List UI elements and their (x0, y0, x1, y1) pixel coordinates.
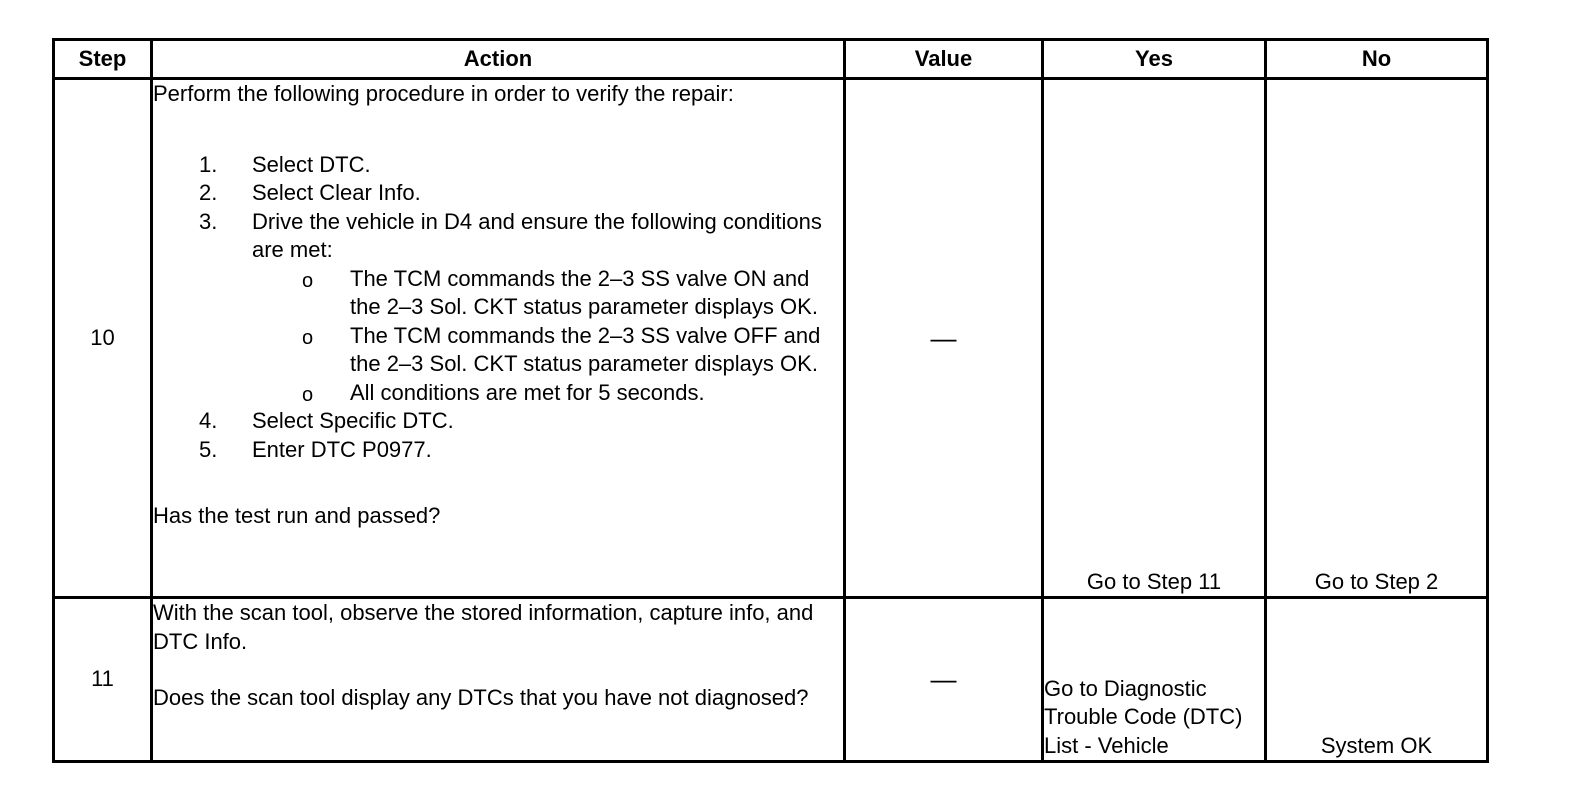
value-cell: — (845, 79, 1043, 598)
header-action: Action (152, 40, 845, 79)
list-item (199, 151, 843, 180)
no-cell: Go to Step 2 (1266, 79, 1488, 598)
list-item-text: Select Specific DTC. (252, 408, 454, 433)
yes-cell: Go to Step 11 (1043, 79, 1266, 598)
step-number: 11 (54, 598, 152, 762)
sub-list-item-text: The TCM commands the 2–3 SS valve ON and the 2–3 Sol. CKT status parameter displays OK. (350, 265, 818, 319)
list-item (199, 179, 843, 208)
no-cell: System OK (1266, 598, 1488, 762)
action-cell (152, 598, 845, 762)
list-item-text: Enter DTC P0977. (252, 436, 432, 462)
bullet-icon: o (302, 269, 314, 292)
list-item-number: 2. (199, 180, 218, 205)
sub-list-item (300, 379, 843, 408)
list-item (199, 407, 843, 436)
table-row (54, 598, 1488, 762)
action-question: Has the test run and passed? (153, 503, 441, 528)
sub-list-item (300, 265, 843, 322)
table-row (54, 79, 1488, 598)
step-number: 10 (54, 79, 152, 598)
sub-list-item (300, 322, 843, 379)
value-cell: — (845, 598, 1043, 762)
list-item-number: 3. (199, 208, 218, 234)
list-item-number: 1. (199, 151, 218, 177)
sub-list-item-text: The TCM commands the 2–3 SS valve OFF and the 2–3 Sol. CKT status parameter displays OK. (350, 322, 821, 376)
header-yes: Yes (1043, 40, 1266, 79)
list-item (199, 208, 843, 408)
header-row (54, 40, 1488, 79)
list-item-number: 5. (199, 436, 218, 462)
list-item-number: 4. (199, 408, 218, 433)
list-item-text: Select Clear Info. (252, 180, 421, 205)
bullet-icon: o (302, 326, 314, 349)
header-step: Step (54, 40, 152, 79)
yes-cell: Go to Diagnostic Trouble Code (DTC) List - Vehicle (1043, 598, 1266, 762)
bullet-icon: o (302, 383, 314, 406)
list-item-text: Select DTC. (252, 151, 371, 177)
header-value: Value (845, 40, 1043, 79)
action-intro: With the scan tool, observe the stored information, capture info, and DTC Info. (153, 600, 814, 654)
procedure-list (153, 151, 843, 465)
action-cell (152, 79, 845, 598)
list-item (199, 436, 843, 465)
diagnostic-table (52, 38, 1489, 763)
action-intro: Perform the following procedure in order to verify the repair: (153, 81, 734, 106)
condition-list (252, 265, 843, 408)
header-no: No (1266, 40, 1488, 79)
action-question: Does the scan tool display any DTCs that you have not diagnosed? (153, 685, 809, 710)
sub-list-item-text: All conditions are met for 5 seconds. (350, 379, 705, 405)
list-item-text: Drive the vehicle in D4 and ensure the following conditions are met: (252, 208, 822, 262)
